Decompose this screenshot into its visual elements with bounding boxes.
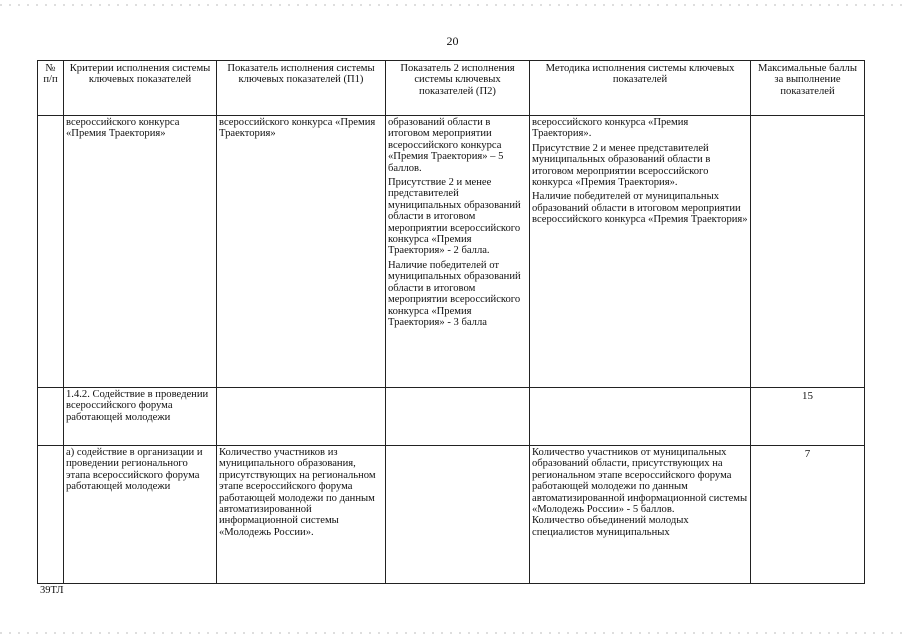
page-number: 20	[446, 34, 459, 48]
row2-method	[530, 388, 751, 446]
row3-max-points: 7	[751, 446, 865, 584]
row1-p1: всероссийского конкурса «Премия Траектория»	[217, 116, 386, 388]
row2-num	[38, 388, 64, 446]
table-row	[38, 446, 865, 584]
row1-criteria: всероссийского конкурса «Премия Траектория»	[64, 116, 217, 388]
row1-p2-para: Присутствие 2 и менее представителей муниципальных образований области в итоговом мероприятии всероссийского конкурса «Премия Траектория» - 2 балла.	[388, 177, 521, 257]
row2-p1	[217, 388, 386, 446]
row2-criteria: 1.4.2. Содействие в проведении всероссийского форума работающей молодежи	[64, 388, 217, 446]
row1-method	[530, 116, 751, 388]
table-row	[38, 116, 865, 388]
row3-method-para: Количество участников от муниципальных образований области, присутствующих на региональном этапе всероссийского форума работающей молодежи по данным автоматизированной информационной системы «Молодежь России» - 5 баллов.	[532, 447, 748, 516]
row2-max-points: 15	[751, 388, 865, 446]
row1-p2	[386, 116, 530, 388]
scan-artifact-bottom	[0, 632, 905, 634]
header-num: № п/п	[38, 61, 64, 116]
header-criteria: Критерии исполнения системы ключевых показателей	[64, 61, 217, 116]
header-p1: Показатель исполнения системы ключевых показателей (П1)	[217, 61, 386, 116]
row1-max-points	[751, 116, 865, 388]
header-max-points: Максимальные баллы за выполнение показателей	[751, 61, 865, 116]
row3-criteria: а) содействие в организации и проведении регионального этапа всероссийского форума работающей молодежи	[64, 446, 217, 584]
row1-p2-para: Наличие победителей от муниципальных образований области в итоговом мероприятии всероссийского конкурса «Премия Траектория» - 3 балла	[388, 259, 521, 328]
row1-method-para: Наличие победителей от муниципальных образований области в итоговом мероприятии всероссийского конкурса «Премия Траектория»	[532, 191, 748, 226]
row1-method-para: всероссийского конкурса «Премия Траектория».	[532, 117, 689, 140]
row3-p2	[386, 446, 530, 584]
row3-method	[530, 446, 751, 584]
header-p2: Показатель 2 исполнения системы ключевых показателей (П2)	[386, 61, 530, 116]
row3-num	[38, 446, 64, 584]
row1-num	[38, 116, 64, 388]
row3-p1: Количество участников из муниципального образования, присутствующих на региональном этапе всероссийского форума работающей молодежи по данным автоматизированной информационной системы «Молодежь России».	[217, 446, 386, 584]
key-indicators-table	[37, 60, 865, 584]
row1-method-para: Присутствие 2 и менее представителей муниципальных образований области в итоговом мероприятии всероссийского конкурса «Премия Траектория».	[532, 142, 711, 189]
header-method: Методика исполнения системы ключевых показателей	[530, 61, 751, 116]
footer-code: 39ТЛ	[40, 585, 64, 596]
row1-p2-para: образований области в итоговом мероприятии всероссийского конкурса «Премия Траектория» – 5 баллов.	[388, 117, 504, 174]
table-header-row	[38, 61, 865, 116]
row3-method-para: Количество объединений молодых специалистов муниципальных	[532, 515, 689, 538]
table-row	[38, 388, 865, 446]
row2-p2	[386, 388, 530, 446]
scan-artifact-top	[0, 4, 905, 6]
